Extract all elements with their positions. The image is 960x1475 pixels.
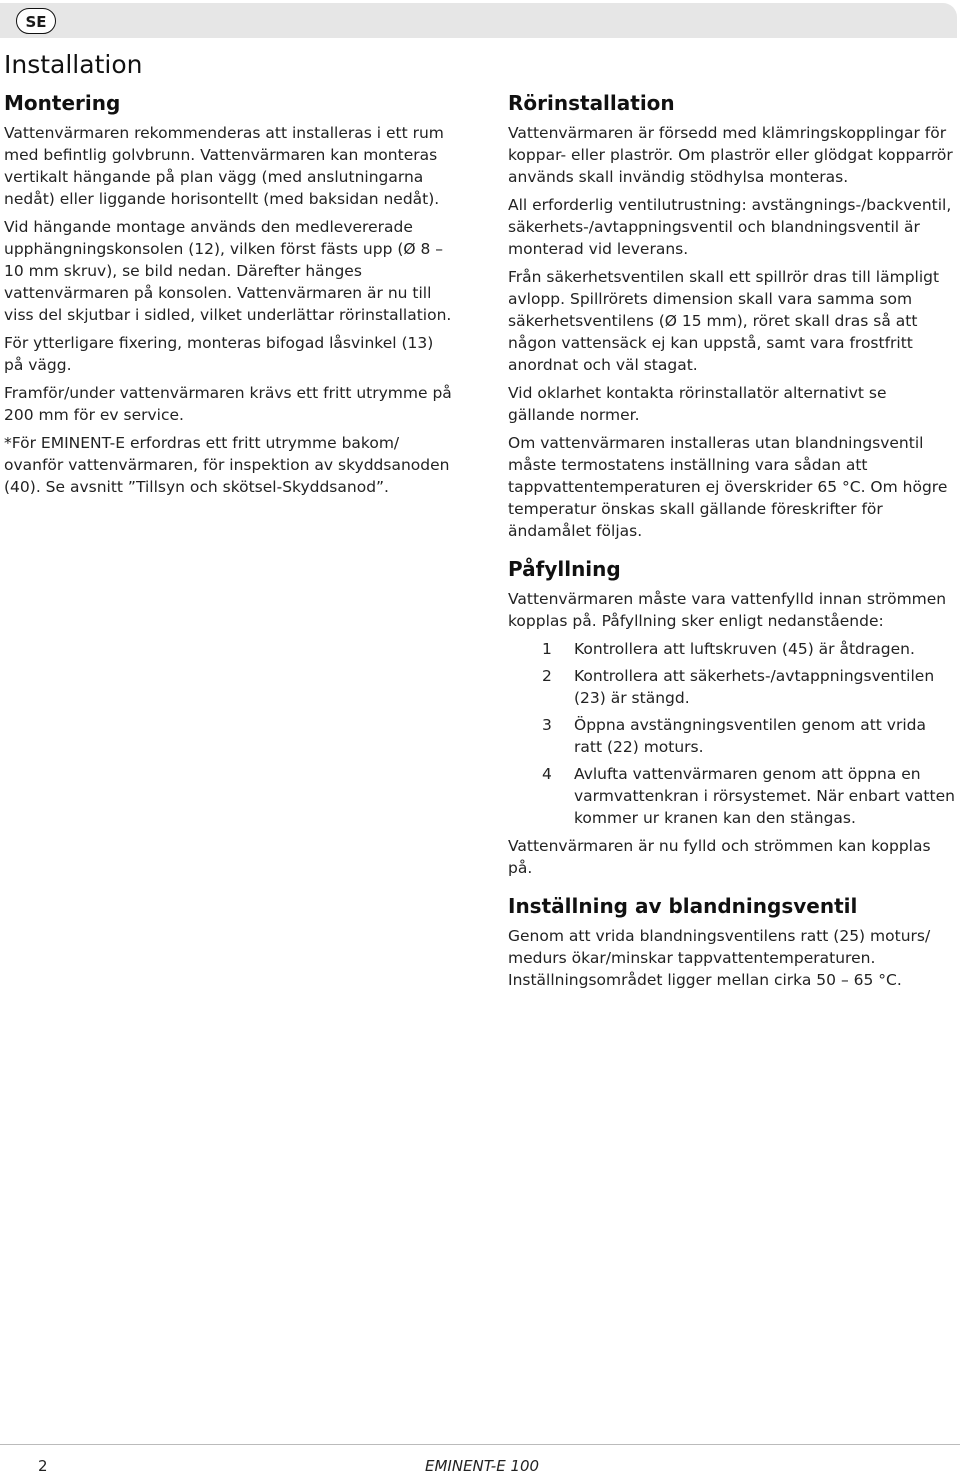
paragraph: Genom att vrida blandningsventilens ratt (25) moturs/ medurs ökar/minskar tappvattentemperaturen. Inställningsområdet ligger mellan cirka 50 – 65 °C. [508, 927, 931, 989]
list-item [508, 763, 958, 829]
steps-list [508, 638, 958, 829]
section-rorinstallation [508, 90, 958, 542]
paragraph: Vattenvärmaren är försedd med klämringskopplingar för koppar- eller plaströr. Om plaströr eller glödgat kopparrör används skall invändig stödhylsa monteras. [508, 124, 953, 186]
step-number: 4 [542, 765, 552, 783]
product-name: EMINENT-E 100 [425, 1457, 540, 1475]
list-item [508, 665, 958, 709]
paragraph: Vid oklarhet kontakta rörinstallatör alternativt se gällande normer. [508, 384, 887, 424]
paragraph: Från säkerhetsventilen skall ett spillrör dras till lämpligt avlopp. Spillrörets dimension skall vara samma som säkerhetsventilens (Ø 15 mm), röret skall dras så att någon vattensäck ej kan uppstå, samt vara frostfritt anordnat och väl stagat. [508, 268, 940, 374]
paragraph: Vattenvärmaren rekommenderas att installeras i ett rum med befintlig golvbrunn. Vattenvärmaren kan monteras vertikalt hängande på plan vägg (med anslutningarna nedåt) eller liggande horisontellt (med baksidan nedåt). [4, 124, 444, 208]
page-number: 2 [38, 1457, 48, 1475]
header-band [0, 3, 957, 38]
step-number: 2 [542, 667, 552, 685]
right-column [508, 90, 958, 1005]
section-montering [4, 90, 452, 498]
left-column [4, 90, 452, 512]
step-text: Öppna avstängningsventilen genom att vrida ratt (22) moturs. [574, 716, 926, 756]
paragraph: Framför/under vattenvärmaren krävs ett fritt utrymme på 200 mm för ev service. [4, 384, 452, 424]
section-blandningsventil [508, 893, 958, 991]
heading-rorinstallation: Rörinstallation [508, 91, 675, 115]
paragraph: Vid hängande montage används den medlevererade upphängningskonsolen (12), vilken först fästs upp (Ø 8 – 10 mm skruv), se bild nedan. Därefter hänges vattenvärmaren på konsolen. Vattenvärmaren är nu till viss del skjutbar i sidled, vilket underlättar rörinstallation. [4, 218, 452, 324]
paragraph: *För EMINENT-E erfordras ett fritt utrymme bakom/ ovanför vattenvärmaren, för inspektion av skyddsanoden (40). Se avsnitt ”Tillsyn och skötsel-Skyddsanod”. [4, 434, 450, 496]
paragraph: För ytterligare fixering, monteras bifogad låsvinkel (13) på vägg. [4, 334, 434, 374]
heading-montering: Montering [4, 91, 121, 115]
page-title: Installation [4, 50, 143, 79]
list-item [508, 714, 958, 758]
step-number: 1 [542, 640, 552, 658]
footer-divider [0, 1444, 960, 1445]
step-text: Kontrollera att säkerhets-/avtappningsventilen (23) är stängd. [574, 667, 935, 707]
paragraph: Om vattenvärmaren installeras utan blandningsventil måste termostatens inställning vara sådan att tappvattentemperaturen ej överskrider 65 °C. Om högre temperatur önskas skall gällande föreskrifter för ändamålet följas. [508, 434, 948, 540]
step-text: Kontrollera att luftskruven (45) är åtdragen. [574, 640, 915, 658]
paragraph: All erforderlig ventilutrustning: avstängnings-/backventil, säkerhets-/avtappningsventil och blandningsventil är monterad vid leverans. [508, 196, 952, 258]
step-number: 3 [542, 716, 552, 734]
list-item [508, 638, 958, 660]
heading-blandningsventil: Inställning av blandningsventil [508, 894, 858, 918]
heading-pafyllning: Påfyllning [508, 557, 621, 581]
paragraph: Vattenvärmaren är nu fylld och strömmen kan kopplas på. [508, 837, 931, 877]
section-pafyllning [508, 556, 958, 879]
step-text: Avlufta vattenvärmaren genom att öppna en varmvattenkran i rörsystemet. När enbart vatten kommer ur kranen kan den stängas. [574, 765, 955, 827]
paragraph: Vattenvärmaren måste vara vattenfylld innan strömmen kopplas på. Påfyllning sker enligt nedanstående: [508, 590, 947, 630]
language-badge: SE [16, 8, 56, 34]
